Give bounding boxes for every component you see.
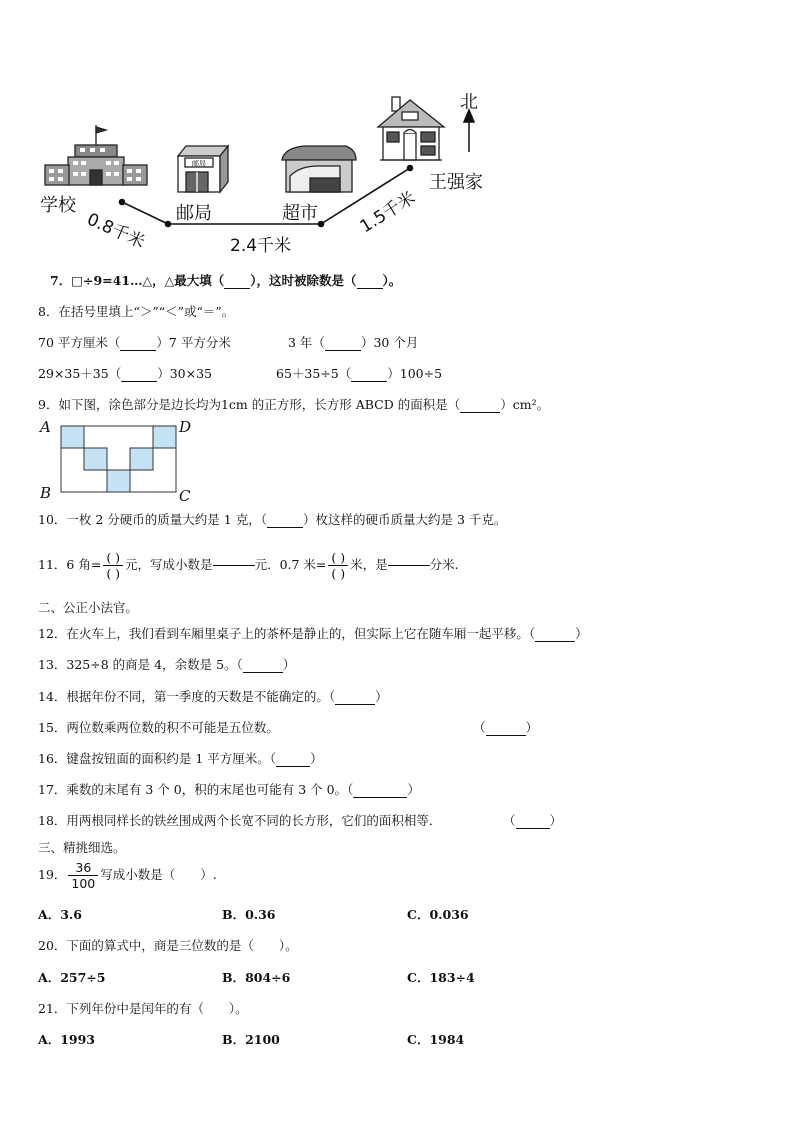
house-icon	[378, 97, 444, 160]
q17-answer-blank[interactable]	[353, 797, 407, 798]
question-16	[38, 749, 323, 767]
question-10	[38, 510, 506, 528]
q14-text: 14．根据年份不同，第一季度的天数是不能确定的。（	[38, 689, 336, 704]
q7-answer-blank-2[interactable]	[357, 288, 383, 289]
q15-text: 15．两位数乘两位数的积不可能是五位数。	[38, 720, 279, 735]
q13-answer-blank[interactable]	[243, 672, 283, 673]
q8-r2b-right: ）100÷5	[387, 366, 443, 381]
question-18-answer	[503, 811, 562, 829]
q11-text-1: 11．6 角=	[38, 557, 102, 572]
q19-numerator: 36	[68, 860, 98, 876]
q11-answer-blank-1[interactable]	[213, 565, 255, 566]
q7-answer-blank-1[interactable]	[224, 288, 250, 289]
q19-option-c[interactable]: C．0.036	[407, 907, 469, 922]
distance-label-school-post: 0.8千米	[83, 209, 148, 253]
q19-text: 写成小数是（ ）.	[100, 867, 217, 882]
question-21: 21．下列年份中是闰年的有（ ）。	[38, 1001, 248, 1016]
vertex-label-d: D	[179, 418, 192, 436]
vertex-label-a: A	[40, 418, 51, 436]
q21-option-a[interactable]: A．1993	[38, 1032, 95, 1047]
post-office-label: 邮局	[176, 203, 212, 224]
q8-r1b-left: 3 年（	[288, 335, 325, 350]
q8-r1b-blank[interactable]	[325, 350, 361, 351]
section-2-heading: 二、公正小法官。	[38, 600, 139, 615]
q13-text: 13．325÷8 的商是 4，余数是 5。（	[38, 657, 243, 672]
q8-r1a-blank[interactable]	[120, 350, 156, 351]
q11-fraction-1-numerator[interactable]: ( )	[103, 550, 123, 566]
post-sign-label: 邮局	[192, 159, 206, 168]
q15-open: （	[473, 720, 486, 735]
q11-fraction-2-numerator[interactable]: ( )	[328, 550, 348, 566]
distance-label-market-home: 1.5千米	[356, 187, 420, 238]
q18-open: （	[503, 813, 516, 828]
q8-r2a-left: 29×35＋35（	[38, 366, 122, 381]
q14-answer-blank[interactable]	[335, 704, 375, 705]
q9-text-1: 9．如下图，涂色部分是边长均为1cm 的正方形，长方形 ABCD 的面积是（	[38, 397, 461, 412]
supermarket-label: 超市	[282, 203, 318, 224]
question-20: 20．下面的算式中，商是三位数的是（ ）。	[38, 938, 298, 953]
q8-r2a-blank[interactable]	[121, 381, 157, 382]
q12-close: ）	[575, 626, 588, 641]
north-arrow-icon	[464, 110, 474, 152]
q8-r1a-right: ）7 平方分米	[156, 335, 231, 350]
school-label: 学校	[40, 195, 76, 216]
q11-fraction-2	[328, 550, 348, 581]
q17-text: 17．乘数的末尾有 3 个 0，积的末尾也可能有 3 个 0。（	[38, 782, 354, 797]
question-15-answer	[473, 718, 538, 736]
vertex-label-c: C	[179, 487, 191, 505]
q8-r2b-blank[interactable]	[351, 381, 387, 382]
q18-text: 18．用两根同样长的铁丝围成两个长宽不同的长方形，它们的面积相等．	[38, 813, 442, 828]
q11-text-4: 米，是	[350, 557, 388, 572]
q11-text-5: 分米.	[429, 557, 459, 572]
question-18	[38, 811, 441, 829]
question-12	[38, 624, 588, 642]
q11-fraction-1-denominator[interactable]: ( )	[106, 566, 121, 581]
q15-answer-blank[interactable]	[486, 735, 526, 736]
q20-option-b[interactable]: B．804÷6	[222, 970, 291, 985]
q10-answer-blank[interactable]	[267, 527, 303, 528]
q11-answer-blank-2[interactable]	[388, 565, 430, 566]
q7-text-1: 7．□÷9=41…△，△最大填（	[50, 273, 225, 288]
q9-text-2: ）cm²。	[500, 397, 550, 412]
q13-close: ）	[282, 657, 296, 672]
q10-text-1: 10．一枚 2 分硬币的质量大约是 1 克，（	[38, 512, 267, 527]
q19-option-b[interactable]: B．0.36	[222, 907, 276, 922]
q19-denominator: 100	[71, 876, 96, 891]
q16-close: ）	[310, 751, 323, 766]
supermarket-building-icon	[282, 146, 356, 192]
q19-option-a[interactable]: A．3.6	[38, 907, 82, 922]
q15-close: ）	[525, 720, 539, 735]
q11-fraction-1	[103, 550, 123, 581]
section-3-heading: 三、精挑细选。	[38, 840, 126, 855]
question-13	[38, 655, 295, 673]
question-9	[38, 395, 549, 413]
q7-text-2: ），这时被除数是（	[250, 273, 357, 288]
home-label: 王强家	[429, 172, 483, 193]
question-17	[38, 780, 420, 798]
q8-row1-b	[288, 333, 418, 351]
q8-r2a-right: ）30×35	[157, 366, 212, 381]
q21-option-c[interactable]: C．1984	[407, 1032, 465, 1047]
q16-answer-blank[interactable]	[276, 766, 310, 767]
q8-row2-a	[38, 364, 212, 382]
q12-answer-blank[interactable]	[535, 641, 575, 642]
q7-text-3: ）。	[382, 273, 402, 288]
q20-option-a[interactable]: A．257÷5	[38, 970, 106, 985]
question-11	[38, 545, 459, 585]
q18-answer-blank[interactable]	[516, 828, 550, 829]
school-building-icon	[45, 125, 147, 185]
q11-text-2: 元，写成小数是	[125, 557, 213, 572]
q18-close: ）	[549, 813, 563, 828]
question-19	[38, 855, 217, 895]
north-label: 北	[460, 92, 478, 113]
q16-text: 16．键盘按钮面的面积约是 1 平方厘米。（	[38, 751, 277, 766]
question-7	[50, 271, 401, 289]
q11-text-3: 元．0.7 米=	[254, 557, 327, 572]
q11-fraction-2-denominator[interactable]: ( )	[331, 566, 346, 581]
q14-close: ）	[375, 689, 388, 704]
q20-option-c[interactable]: C．183÷4	[407, 970, 475, 985]
q8-r2b-left: 65＋35÷5（	[276, 366, 352, 381]
q9-answer-blank[interactable]	[460, 412, 500, 413]
q12-text: 12．在火车上，我们看到车厢里桌子上的茶杯是静止的，但实际上它在随车厢一起平移。（	[38, 626, 536, 641]
question-8-title: 8．在括号里填上“＞”“＜”或“＝”。	[38, 304, 235, 319]
q19-fraction	[68, 860, 98, 891]
q10-text-2: ）枚这样的硬币质量大约是 3 千克。	[302, 512, 507, 527]
q8-r1a-left: 70 平方厘米（	[38, 335, 121, 350]
q21-option-b[interactable]: B．2100	[222, 1032, 280, 1047]
q19-number: 19．	[38, 867, 67, 882]
vertex-label-b: B	[40, 484, 52, 502]
question-15	[38, 718, 279, 736]
q17-close: ）	[407, 782, 420, 797]
question-14	[38, 687, 388, 705]
q8-row2-b	[276, 364, 442, 382]
distance-label-post-market: 2.4千米	[230, 236, 292, 256]
q8-r1b-right: ）30 个月	[360, 335, 419, 350]
post-office-building-icon	[178, 146, 228, 192]
q8-row1-a	[38, 333, 231, 351]
rectangle-abcd-figure	[40, 418, 200, 504]
